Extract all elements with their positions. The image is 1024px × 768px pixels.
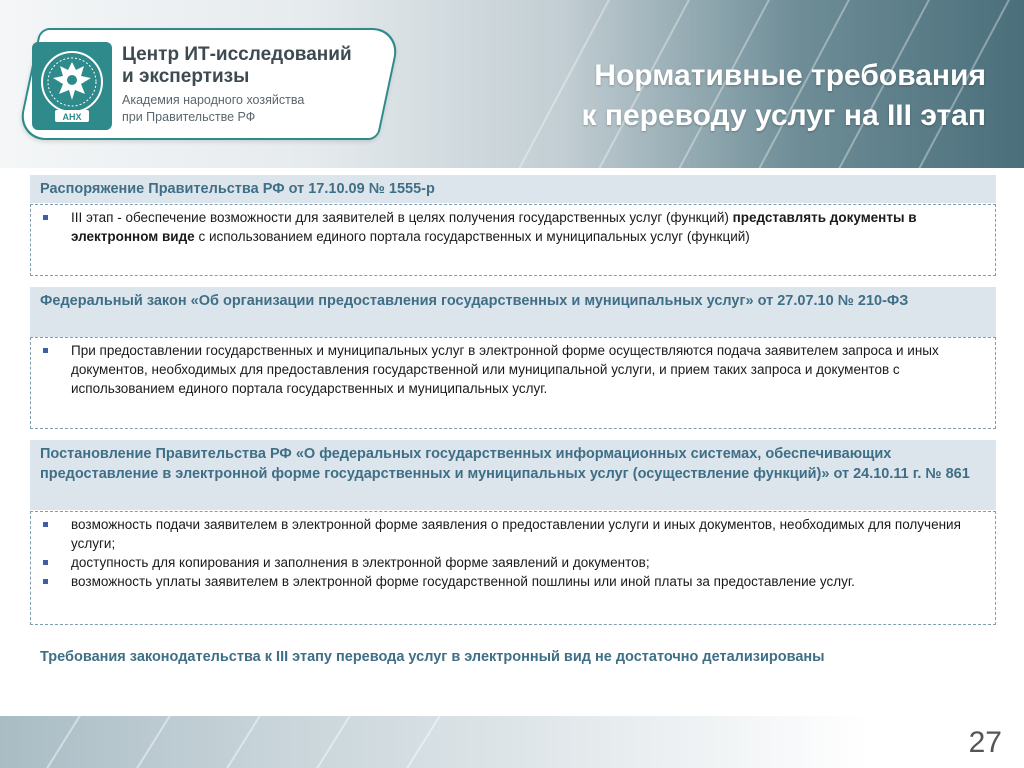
bullet-list <box>41 341 987 398</box>
section-heading: Распоряжение Правительства РФ от 17.10.09 № 1555-р <box>30 175 996 203</box>
logo-line-2: и экспертизы <box>122 66 250 87</box>
item-text: возможность уплаты заявителем в электронной форме государственной пошлины или иной платы за предоставление услуг. <box>71 574 855 589</box>
decorative-ray <box>28 716 93 768</box>
square-bullet-icon <box>43 348 48 353</box>
list-item <box>41 572 987 591</box>
decorative-ray <box>118 716 183 768</box>
logo-line-1: Центр ИТ-исследований <box>122 44 352 65</box>
list-item <box>41 208 987 246</box>
section-heading: Федеральный закон «Об организации предоставления государственных и муниципальных услуг» от 27.07.10 № 210-ФЗ <box>30 287 996 337</box>
list-item <box>41 553 987 572</box>
title-line-2: к переводу услуг на III этап <box>581 99 986 132</box>
square-bullet-icon <box>43 560 48 565</box>
list-item <box>41 341 987 398</box>
list-item <box>41 515 987 553</box>
item-text: возможность подачи заявителем в электронной форме заявления о предоставлении услуги и иных документов, необходимых для получения услуги; <box>71 517 961 551</box>
bullet-list <box>41 515 987 591</box>
item-text-after: с использованием единого портала государственных и муниципальных услуг (функций) <box>194 229 750 244</box>
slide-header <box>0 0 1024 168</box>
emblem-label: АНХ <box>62 112 82 122</box>
slide-footer <box>0 716 1024 768</box>
logo-line-4: при Правительстве РФ <box>122 110 256 124</box>
logo-line-3: Академия народного хозяйства <box>122 93 305 107</box>
item-text: При предоставлении государственных и муниципальных услуг в электронной форме осуществляются подача заявителем запроса и иных документов, необходимых для предоставления государственной или муниципальной услуги, и прием таких запроса и документов с использованием единого портала государственных и муниципальных услуг. <box>71 343 939 396</box>
decorative-ray <box>388 716 453 768</box>
slide-title <box>466 56 986 136</box>
bullet-list <box>41 208 987 246</box>
section-body <box>30 204 996 276</box>
decorative-ray <box>298 716 363 768</box>
item-text-bold: представлять документы в электронном виде <box>71 210 917 244</box>
page-number: 27 <box>968 726 1002 759</box>
conclusion-text: Требования законодательства к III этапу перевода услуг в электронный вид не достаточно детализированы <box>40 649 825 665</box>
square-bullet-icon <box>43 522 48 527</box>
decorative-ray <box>208 716 273 768</box>
square-bullet-icon <box>43 579 48 584</box>
title-line-1: Нормативные требования <box>594 59 986 92</box>
eagle-emblem-icon <box>32 42 112 130</box>
section-body <box>30 337 996 429</box>
square-bullet-icon <box>43 215 48 220</box>
item-text: III этап - обеспечение возможности для заявителей в целях получения государственных услуг (функций) <box>71 210 733 225</box>
logo-text <box>122 44 382 126</box>
section-heading: Постановление Правительства РФ «О федеральных государственных информационных системах, обеспечивающих предоставление в электронной форме государственных и муниципальных услуг (осуществление функций)» от 24.10.11 г. № 861 <box>30 440 996 510</box>
item-text: доступность для копирования и заполнения в электронной форме заявлений и документов; <box>71 555 650 570</box>
section-body <box>30 511 996 625</box>
